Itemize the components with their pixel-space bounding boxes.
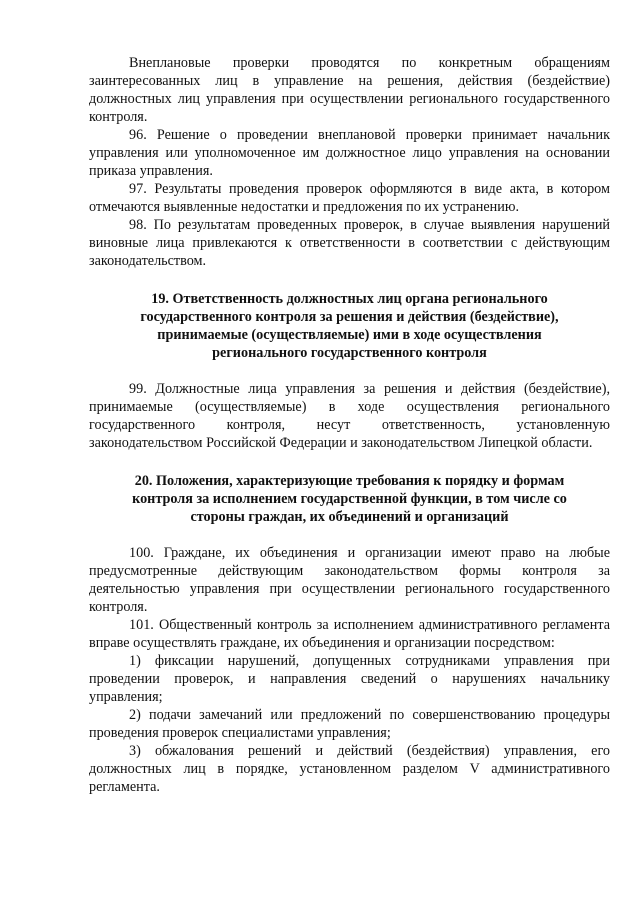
- paragraph-100: 100. Граждане, их объединения и организации имеют право на любые предусмотренные действующим законодательством формы контроля за деятельностью управления при осуществлении регионального государственного контроля.: [89, 545, 610, 615]
- spacer: [89, 270, 610, 290]
- paragraph-96: 96. Решение о проведении внеплановой проверки принимает начальник управления или уполномоченное им должностное лицо управления на основании приказа управления.: [89, 127, 610, 179]
- list-item-1: 1) фиксации нарушений, допущенных сотрудниками управления при проведении проверок, и направления сведений о нарушениях начальнику управления;: [89, 653, 610, 705]
- paragraph-98: 98. По результатам проведенных проверок, в случае выявления нарушений виновные лица привлекаются к ответственности в соответствии с действующим законодательством.: [89, 217, 610, 269]
- paragraph-unscheduled-inspections: Внеплановые проверки проводятся по конкретным обращениям заинтересованных лиц в управление на решения, действия (бездействие) должностных лиц управления при осуществлении регионального государственного контроля.: [89, 55, 610, 125]
- section-heading-20: 20. Положения, характеризующие требования к порядку и формам контроля за исполнением государственной функции, в том числе со стороны граждан, их объединений и организаций: [132, 473, 567, 525]
- list-item-2: 2) подачи замечаний или предложений по совершенствованию процедуры проведения проверок специалистами управления;: [89, 707, 610, 741]
- document-body: [89, 54, 610, 796]
- paragraph-101: 101. Общественный контроль за исполнением административного регламента вправе осуществлять граждане, их объединения и организации посредством:: [89, 617, 610, 651]
- section-heading-19: 19. Ответственность должностных лиц органа регионального государственного контроля за решения и действия (бездействие), принимаемые (осуществляемые) ими в ходе осуществления регионального государственного контроля: [140, 291, 559, 361]
- spacer: [89, 526, 610, 544]
- spacer: [89, 362, 610, 380]
- spacer: [89, 452, 610, 472]
- paragraph-99: 99. Должностные лица управления за решения и действия (бездействие), принимаемые (осуществляемые) в ходе осуществления регионального государственного контроля, несут ответственность, установленную законодательством Российской Федерации и законодательством Липецкой области.: [89, 381, 610, 451]
- list-item-3: 3) обжалования решений и действий (бездействия) управления, его должностных лиц в порядке, установленном разделом V административного регламента.: [89, 743, 610, 795]
- paragraph-97: 97. Результаты проведения проверок оформляются в виде акта, в котором отмечаются выявленные недостатки и предложения по их устранению.: [89, 181, 610, 215]
